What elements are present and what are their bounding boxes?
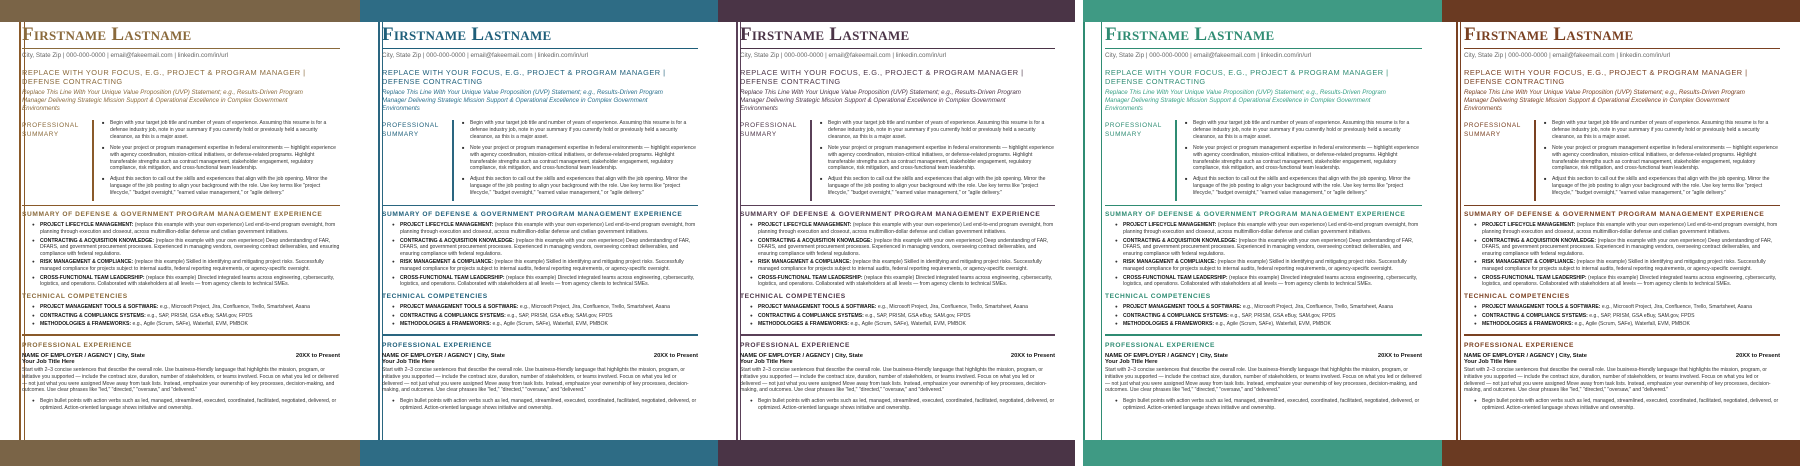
tech-label: METHODOLOGIES & FRAMEWORKS: — [40, 321, 132, 328]
top-color-band — [1442, 0, 1800, 22]
uvp-statement: Replace This Line With Your Unique Value Proposition (UVP) Statement; e.g., Results-Driven Program Manager Delivering Strategic Mission Support & Operational Excellence in Complex Government Environments — [382, 89, 663, 113]
contact-line: City, State Zip | 000-000-0000 | email@fakeemail.com | linkedin.com/in/url — [22, 52, 229, 59]
competency-item — [740, 222, 1055, 235]
competency-item — [382, 222, 698, 235]
competency-label: CROSS-FUNCTIONAL TEAM LEADERSHIP: — [758, 274, 863, 281]
job-title: Your Job Title Here — [740, 358, 793, 365]
tech-text: e.g., SAP, PRISM, GSA eBuy, SAM.gov, FPDS — [865, 312, 971, 319]
technical-title: TECHNICAL COMPETENCIES — [1105, 292, 1211, 300]
name-rule — [1464, 48, 1780, 49]
margin-line — [19, 22, 21, 440]
headline: REPLACE WITH YOUR FOCUS, E.G., PROJECT & PROGRAM MANAGER | DEFENSE CONTRACTING — [1464, 68, 1748, 86]
section-rule — [22, 205, 340, 207]
headline: REPLACE WITH YOUR FOCUS, E.G., PROJECT & PROGRAM MANAGER | DEFENSE CONTRACTING — [1105, 68, 1389, 86]
professional-summary — [22, 120, 340, 201]
top-color-band — [1083, 0, 1442, 22]
competency-text: (replace this example with your own experience) Led end-to-end program oversight, from planning through execution and closeout, across multimillion-dollar defense and civilian government initiatives. — [758, 222, 1054, 236]
tech-text: e.g., Microsoft Project, Jira, Confluence, Trello, Smartsheet, Asana — [877, 303, 1028, 310]
competency-item — [22, 259, 340, 272]
employer: NAME OF EMPLOYER / AGENCY | City, State — [1464, 352, 1587, 359]
competency-item — [382, 259, 698, 272]
competency-item — [740, 275, 1055, 288]
top-color-band — [0, 0, 360, 22]
job-title: Your Job Title Here — [22, 358, 75, 365]
competency-text: (replace this example with your own experience) Deep understanding of FAR, DFARS, and government procurement processes. Experienced in managing vendors, overseeing contract deliverables, and ensuring compliance with federal regulations. — [1482, 237, 1773, 257]
professional-summary — [740, 120, 1055, 201]
tech-item — [740, 304, 1055, 311]
competency-label: CROSS-FUNCTIONAL TEAM LEADERSHIP: — [1482, 274, 1587, 281]
summary-bullet: ■ Adjust this section to call out the skills and experiences that align with the job opening. Mirror the language of the job posting to align your background with the role. Use key terms like "project lifecycle," "budget oversight," "earned value management," or "agile delivery." — [820, 176, 1055, 197]
section-rule — [1105, 334, 1422, 336]
competency-text: (replace this example with your own experience) Deep understanding of FAR, DFARS, and government procurement processes. Experienced in managing vendors, overseeing contract deliverables, and ensuring compliance with federal regulations. — [1123, 237, 1414, 257]
competency-item — [382, 275, 698, 288]
section-rule — [1464, 205, 1780, 207]
professional-summary — [1105, 120, 1422, 201]
summary-bullet: ■ Adjust this section to call out the skills and experiences that align with the job opening. Mirror the language of the job posting to align your background with the role. Use key terms like "project lifecycle," "budget oversight," "earned value management," or "agile delivery." — [1544, 176, 1780, 197]
competency-item — [1105, 222, 1422, 235]
technical-title: TECHNICAL COMPETENCIES — [382, 292, 488, 300]
margin-line — [736, 22, 738, 440]
name-rule — [382, 48, 698, 49]
summary-bullets — [820, 120, 1055, 201]
tech-item — [1464, 313, 1780, 320]
summary-divider — [810, 120, 812, 201]
bottom-color-band — [360, 440, 718, 466]
summary-bullet: ■ Begin with your target job title and number of years of experience. Assuming this resume is for a defense industry job, note in your summary if you currently hold or previously held a security clearance, as this is a major asset. — [1544, 120, 1780, 141]
job-bullet: ● Begin bullet points with action verbs such as led, managed, streamlined, executed, coordinated, facilitated, negotiated, delivered, or optimized. Action-oriented language shows initiative and ownership. — [740, 398, 1055, 411]
tech-text: e.g., Agile (Scrum, SAFe), Waterfall, EVM, PMBOK — [1574, 321, 1690, 328]
summary-bullet: ■ Begin with your target job title and number of years of experience. Assuming this resume is for a defense industry job, note in your summary if you currently hold or previously held a security clearance, as this is a major asset. — [102, 120, 340, 141]
competency-text: (replace this example) Skilled in identifying and mitigating project risks. Successfully managed compliance for projects subject to internal audits, federal reporting requirements, or agency-specific oversight. — [1123, 259, 1407, 273]
professional-experience-title: PROFESSIONAL EXPERIENCE — [382, 341, 493, 349]
job-bullet: ● Begin bullet points with action verbs such as led, managed, streamlined, executed, coordinated, facilitated, negotiated, delivered, or optimized. Action-oriented language shows initiative and ownership. — [1105, 398, 1422, 411]
bottom-color-band — [1083, 440, 1442, 466]
summary-bullet: ■ Note your project or program management expertise in federal environments — highlight experience with agency coordination, mission-critical initiatives, or defense-related programs. Highlight transferable strengths such as contract management, stakeholder engagement, regulatory compliance, risk mitigation, and cross-functional team leadership. — [462, 145, 698, 173]
summary-label: PROFESSIONAL SUMMARY — [1464, 122, 1521, 138]
tech-text: e.g., Microsoft Project, Jira, Confluence, Trello, Smartsheet, Asana — [1601, 303, 1752, 310]
bottom-color-band — [718, 440, 1075, 466]
tech-text: e.g., Agile (Scrum, SAFe), Waterfall, EVM, PMBOK — [1215, 321, 1331, 328]
contact-line: City, State Zip | 000-000-0000 | email@fakeemail.com | linkedin.com/in/url — [1105, 52, 1312, 59]
job-title: Your Job Title Here — [1105, 358, 1158, 365]
tech-label: PROJECT MANAGEMENT TOOLS & SOFTWARE: — [1123, 303, 1242, 310]
job-dates: 20XX to Present — [295, 352, 340, 359]
competency-label: CROSS-FUNCTIONAL TEAM LEADERSHIP: — [1123, 274, 1228, 281]
competency-item — [1464, 259, 1780, 272]
competency-text: (replace this example) Skilled in identifying and mitigating project risks. Successfully managed compliance for projects subject to internal audits, federal reporting requirements, or agency-specific oversight. — [758, 259, 1042, 273]
job-dates: 20XX to Present — [1010, 352, 1055, 359]
competency-item — [1464, 222, 1780, 235]
name-rule — [1105, 48, 1422, 49]
professional-experience-title: PROFESSIONAL EXPERIENCE — [740, 341, 851, 349]
competency-item — [740, 259, 1055, 272]
job-dates: 20XX to Present — [653, 352, 698, 359]
tech-text: e.g., SAP, PRISM, GSA eBuy, SAM.gov, FPDS — [507, 312, 613, 319]
tech-label: CONTRACTING & COMPLIANCE SYSTEMS: — [40, 312, 146, 319]
tech-text: e.g., Agile (Scrum, SAFe), Waterfall, EVM, PMBOK — [492, 321, 608, 328]
summary-divider — [1175, 120, 1177, 201]
summary-label: PROFESSIONAL SUMMARY — [740, 122, 797, 138]
competency-label: PROJECT LIFECYCLE MANAGEMENT: — [400, 222, 494, 229]
technical-title: TECHNICAL COMPETENCIES — [740, 292, 846, 300]
tech-text: e.g., SAP, PRISM, GSA eBuy, SAM.gov, FPDS — [1230, 312, 1336, 319]
margin-line — [1456, 22, 1458, 440]
competency-item — [22, 275, 340, 288]
summary-bullet: ■ Note your project or program management expertise in federal environments — highlight experience with agency coordination, mission-critical initiatives, or defense-related programs. Highlight transferable strengths such as contract management, stakeholder engagement, regulatory compliance, risk mitigation, and cross-functional team leadership. — [820, 145, 1055, 173]
competency-label: CONTRACTING & ACQUISITION KNOWLEDGE: — [758, 237, 873, 244]
professional-summary — [382, 120, 698, 201]
name-rule — [740, 48, 1055, 49]
competency-item — [22, 238, 340, 258]
professional-summary — [1464, 120, 1780, 201]
competency-text: (replace this example) Directed integrated teams across engineering, cybersecurity, logistics, and operations. Collaborated with stakeholders at all levels — from agency clients to technical SMEs. — [1123, 274, 1418, 288]
summary-bullets — [1185, 120, 1422, 201]
tech-item — [22, 321, 340, 328]
section-rule — [740, 205, 1055, 207]
summary-divider — [1534, 120, 1536, 201]
resume-preview[interactable] — [718, 0, 1075, 466]
competency-text: (replace this example with your own experience) Led end-to-end program oversight, from planning through execution and closeout, across multimillion-dollar defense and civilian government initiatives. — [400, 222, 696, 236]
margin-line — [378, 22, 380, 440]
professional-experience-title: PROFESSIONAL EXPERIENCE — [1105, 341, 1216, 349]
experience-summary-title: SUMMARY OF DEFENSE & GOVERNMENT PROGRAM MANAGEMENT EXPERIENCE — [22, 211, 323, 219]
competency-text: (replace this example with your own experience) Deep understanding of FAR, DFARS, and government procurement processes. Experienced in managing vendors, overseeing contract deliverables, and ensuring compliance with federal regulations. — [40, 237, 340, 257]
summary-label: PROFESSIONAL SUMMARY — [22, 122, 79, 138]
top-color-band — [360, 0, 718, 22]
competency-label: CROSS-FUNCTIONAL TEAM LEADERSHIP: — [400, 274, 505, 281]
tech-label: METHODOLOGIES & FRAMEWORKS: — [400, 321, 492, 328]
margin-line — [1083, 22, 1085, 440]
competency-text: (replace this example) Directed integrated teams across engineering, cybersecurity, logistics, and operations. Collaborated with stakeholders at all levels — from agency clients to technical SMEs. — [40, 274, 335, 288]
job-dates: 20XX to Present — [1377, 352, 1422, 359]
tech-item — [1105, 313, 1422, 320]
summary-bullets — [1544, 120, 1780, 201]
job-bullet: ● Begin bullet points with action verbs such as led, managed, streamlined, executed, coordinated, facilitated, negotiated, delivered, or optimized. Action-oriented language shows initiative and ownership. — [1464, 398, 1780, 411]
tech-item — [382, 304, 698, 311]
tech-item — [1105, 304, 1422, 311]
margin-line — [1101, 22, 1102, 440]
resume-preview[interactable] — [1083, 0, 1442, 466]
headline: REPLACE WITH YOUR FOCUS, E.G., PROJECT & PROGRAM MANAGER | DEFENSE CONTRACTING — [740, 68, 1024, 86]
competency-label: RISK MANAGEMENT & COMPLIANCE: — [1482, 259, 1576, 266]
summary-bullet: ■ Adjust this section to call out the skills and experiences that align with the job opening. Mirror the language of the job posting to align your background with the role. Use key terms like "project lifecycle," "budget oversight," "earned value management," or "agile delivery." — [102, 176, 340, 197]
tech-text: e.g., Agile (Scrum, SAFe), Waterfall, EVM, PMBOK — [850, 321, 966, 328]
candidate-name: Firstname Lastname — [382, 24, 552, 45]
tech-text: e.g., SAP, PRISM, GSA eBuy, SAM.gov, FPDS — [1589, 312, 1695, 319]
competency-item — [382, 238, 698, 258]
tech-label: CONTRACTING & COMPLIANCE SYSTEMS: — [1123, 312, 1229, 319]
job-title: Your Job Title Here — [1464, 358, 1517, 365]
summary-bullet: ■ Note your project or program management expertise in federal environments — highlight experience with agency coordination, mission-critical initiatives, or defense-related programs. Highlight transferable strengths such as contract management, stakeholder engagement, regulatory compliance, risk mitigation, and cross-functional team leadership. — [1185, 145, 1422, 173]
candidate-name: Firstname Lastname — [1464, 24, 1634, 45]
section-rule — [382, 205, 698, 207]
competency-label: CONTRACTING & ACQUISITION KNOWLEDGE: — [40, 237, 155, 244]
job-bullet: ● Begin bullet points with action verbs such as led, managed, streamlined, executed, coordinated, facilitated, negotiated, delivered, or optimized. Action-oriented language shows initiative and ownership. — [22, 398, 340, 411]
employer: NAME OF EMPLOYER / AGENCY | City, State — [1105, 352, 1228, 359]
candidate-name: Firstname Lastname — [22, 24, 192, 45]
employer: NAME OF EMPLOYER / AGENCY | City, State — [382, 352, 505, 359]
tech-item — [1464, 321, 1780, 328]
job-description: Start with 2–3 concise sentences that describe the overall role. Use business-friendly language that highlights the mission, program, or initiative you supported — include the contract size, duration, number of stakeholders, or teams involved. Focus on what you led or delivered — not just what you were assigned Move away from task lists. Instead, emphasize your ownership of key processes, decision-making, and outcomes. Use clear phrases like "led," "directed," "oversaw," and "delivered." — [22, 366, 339, 394]
job-description: Start with 2–3 concise sentences that describe the overall role. Use business-friendly language that highlights the mission, program, or initiative you supported — include the contract size, duration, number of stakeholders, or teams involved. Focus on what you led or delivered — not just what you were assigned Move away from task lists. Instead, emphasize your ownership of key processes, decision-making, and outcomes. Use clear phrases like "led," "directed," "oversaw," and "delivered." — [382, 366, 689, 394]
experience-summary-title: SUMMARY OF DEFENSE & GOVERNMENT PROGRAM MANAGEMENT EXPERIENCE — [740, 211, 1041, 219]
tech-item — [740, 321, 1055, 328]
uvp-statement: Replace This Line With Your Unique Value Proposition (UVP) Statement; e.g., Results-Driven Program Manager Delivering Strategic Mission Support & Operational Excellence in Complex Government Environments — [22, 89, 303, 113]
bottom-color-band — [1442, 440, 1800, 466]
summary-bullet: ■ Note your project or program management expertise in federal environments — highlight experience with agency coordination, mission-critical initiatives, or defense-related programs. Highlight transferable strengths such as contract management, stakeholder engagement, regulatory compliance, risk mitigation, and cross-functional team leadership. — [1544, 145, 1780, 173]
job-description: Start with 2–3 concise sentences that describe the overall role. Use business-friendly language that highlights the mission, program, or initiative you supported — include the contract size, duration, number of stakeholders, or teams involved. Focus on what you led or delivered — not just what you were assigned Move away from task lists. Instead, emphasize your ownership of key processes, decision-making, and outcomes. Use clear phrases like "led," "directed," "oversaw," and "delivered." — [1464, 366, 1771, 394]
section-rule — [1105, 205, 1422, 207]
tech-label: CONTRACTING & COMPLIANCE SYSTEMS: — [758, 312, 864, 319]
competency-item — [1105, 275, 1422, 288]
professional-experience-title: PROFESSIONAL EXPERIENCE — [22, 341, 133, 349]
competency-label: PROJECT LIFECYCLE MANAGEMENT: — [40, 222, 134, 229]
competency-text: (replace this example) Directed integrated teams across engineering, cybersecurity, logistics, and operations. Collaborated with stakeholders at all levels — from agency clients to technical SMEs. — [758, 274, 1053, 288]
experience-summary-title: SUMMARY OF DEFENSE & GOVERNMENT PROGRAM MANAGEMENT EXPERIENCE — [1105, 211, 1406, 219]
tech-text: e.g., Microsoft Project, Jira, Confluence, Trello, Smartsheet, Asana — [159, 303, 310, 310]
competency-label: CONTRACTING & ACQUISITION KNOWLEDGE: — [400, 237, 515, 244]
competency-text: (replace this example with your own experience) Deep understanding of FAR, DFARS, and government procurement processes. Experienced in managing vendors, overseeing contract deliverables, and ensuring compliance with federal regulations. — [758, 237, 1049, 257]
technical-title: TECHNICAL COMPETENCIES — [1464, 292, 1570, 300]
tech-label: METHODOLOGIES & FRAMEWORKS: — [758, 321, 850, 328]
resume-preview[interactable] — [0, 0, 360, 466]
competency-text: (replace this example with your own experience) Led end-to-end program oversight, from planning through execution and closeout, across multimillion-dollar defense and civilian government initiatives. — [1482, 222, 1778, 236]
tech-item — [22, 304, 340, 311]
top-color-band — [718, 0, 1075, 22]
job-dates: 20XX to Present — [1735, 352, 1780, 359]
experience-summary-title: SUMMARY OF DEFENSE & GOVERNMENT PROGRAM MANAGEMENT EXPERIENCE — [1464, 211, 1765, 219]
tech-label: PROJECT MANAGEMENT TOOLS & SOFTWARE: — [40, 303, 159, 310]
headline: REPLACE WITH YOUR FOCUS, E.G., PROJECT & PROGRAM MANAGER | DEFENSE CONTRACTING — [22, 68, 306, 86]
competency-label: CONTRACTING & ACQUISITION KNOWLEDGE: — [1123, 237, 1238, 244]
competency-label: RISK MANAGEMENT & COMPLIANCE: — [40, 259, 134, 266]
tech-item — [740, 313, 1055, 320]
summary-bullet: ■ Adjust this section to call out the skills and experiences that align with the job opening. Mirror the language of the job posting to align your background with the role. Use key terms like "project lifecycle," "budget oversight," "earned value management," or "agile delivery." — [1185, 176, 1422, 197]
resume-content — [1464, 24, 1780, 413]
summary-bullet: ■ Note your project or program management expertise in federal environments — highlight experience with agency coordination, mission-critical initiatives, or defense-related programs. Highlight transferable strengths such as contract management, stakeholder engagement, regulatory compliance, risk mitigation, and cross-functional team leadership. — [102, 145, 340, 173]
resume-content — [382, 24, 698, 413]
technical-title: TECHNICAL COMPETENCIES — [22, 292, 128, 300]
competency-text: (replace this example) Directed integrated teams across engineering, cybersecurity, logistics, and operations. Collaborated with stakeholders at all levels — from agency clients to technical SMEs. — [400, 274, 695, 288]
resume-content — [740, 24, 1055, 413]
competency-text: (replace this example with your own experience) Led end-to-end program oversight, from planning through execution and closeout, across multimillion-dollar defense and civilian government initiatives. — [1123, 222, 1419, 236]
resume-preview[interactable] — [360, 0, 718, 466]
resume-content — [22, 24, 340, 413]
resume-content — [1105, 24, 1422, 413]
uvp-statement: Replace This Line With Your Unique Value Proposition (UVP) Statement; e.g., Results-Driven Program Manager Delivering Strategic Mission Support & Operational Excellence in Complex Government Environments — [740, 89, 1021, 113]
summary-bullet: ■ Begin with your target job title and number of years of experience. Assuming this resume is for a defense industry job, note in your summary if you currently hold or previously held a security clearance, as this is a major asset. — [820, 120, 1055, 141]
tech-item — [1105, 321, 1422, 328]
competency-item — [740, 238, 1055, 258]
contact-line: City, State Zip | 000-000-0000 | email@fakeemail.com | linkedin.com/in/url — [382, 52, 589, 59]
professional-experience-title: PROFESSIONAL EXPERIENCE — [1464, 341, 1575, 349]
uvp-statement: Replace This Line With Your Unique Value Proposition (UVP) Statement; e.g., Results-Driven Program Manager Delivering Strategic Mission Support & Operational Excellence in Complex Government Environments — [1464, 89, 1745, 113]
tech-text: e.g., Microsoft Project, Jira, Confluence, Trello, Smartsheet, Asana — [1242, 303, 1393, 310]
candidate-name: Firstname Lastname — [1105, 24, 1275, 45]
tech-label: PROJECT MANAGEMENT TOOLS & SOFTWARE: — [400, 303, 519, 310]
competency-item — [1105, 259, 1422, 272]
tech-item — [382, 313, 698, 320]
section-rule — [740, 334, 1055, 336]
competency-label: PROJECT LIFECYCLE MANAGEMENT: — [1482, 222, 1576, 229]
competency-label: CONTRACTING & ACQUISITION KNOWLEDGE: — [1482, 237, 1597, 244]
competency-text: (replace this example) Skilled in identifying and mitigating project risks. Successfully managed compliance for projects subject to internal audits, federal reporting requirements, or agency-specific oversight. — [40, 259, 324, 273]
competency-item — [1464, 275, 1780, 288]
competency-label: RISK MANAGEMENT & COMPLIANCE: — [1123, 259, 1217, 266]
summary-bullets — [462, 120, 698, 201]
section-rule — [22, 334, 340, 336]
tech-text: e.g., Agile (Scrum, SAFe), Waterfall, EVM, PMBOK — [132, 321, 248, 328]
tech-item — [382, 321, 698, 328]
summary-bullets — [102, 120, 340, 201]
competency-label: PROJECT LIFECYCLE MANAGEMENT: — [1123, 222, 1217, 229]
competency-item — [1105, 238, 1422, 258]
competency-label: RISK MANAGEMENT & COMPLIANCE: — [400, 259, 494, 266]
resume-preview[interactable] — [1442, 0, 1800, 466]
job-description: Start with 2–3 concise sentences that describe the overall role. Use business-friendly language that highlights the mission, program, or initiative you supported — include the contract size, duration, number of stakeholders, or teams involved. Focus on what you led or delivered — not just what you were assigned Move away from task lists. Instead, emphasize your ownership of key processes, decision-making, and outcomes. Use clear phrases like "led," "directed," "oversaw," and "delivered." — [740, 366, 1047, 394]
candidate-name: Firstname Lastname — [740, 24, 910, 45]
contact-line: City, State Zip | 000-000-0000 | email@fakeemail.com | linkedin.com/in/url — [1464, 52, 1671, 59]
tech-label: METHODOLOGIES & FRAMEWORKS: — [1482, 321, 1574, 328]
tech-label: CONTRACTING & COMPLIANCE SYSTEMS: — [1482, 312, 1588, 319]
headline: REPLACE WITH YOUR FOCUS, E.G., PROJECT & PROGRAM MANAGER | DEFENSE CONTRACTING — [382, 68, 666, 86]
job-title: Your Job Title Here — [382, 358, 435, 365]
summary-bullet: ■ Begin with your target job title and number of years of experience. Assuming this resume is for a defense industry job, note in your summary if you currently hold or previously held a security clearance, as this is a major asset. — [1185, 120, 1422, 141]
summary-bullet: ■ Adjust this section to call out the skills and experiences that align with the job opening. Mirror the language of the job posting to align your background with the role. Use key terms like "project lifecycle," "budget oversight," "earned value management," or "agile delivery." — [462, 176, 698, 197]
tech-text: e.g., Microsoft Project, Jira, Confluence, Trello, Smartsheet, Asana — [519, 303, 670, 310]
competency-text: (replace this example) Skilled in identifying and mitigating project risks. Successfully managed compliance for projects subject to internal audits, federal reporting requirements, or agency-specific oversight. — [1482, 259, 1766, 273]
contact-line: City, State Zip | 000-000-0000 | email@fakeemail.com | linkedin.com/in/url — [740, 52, 947, 59]
summary-divider — [452, 120, 454, 201]
margin-line — [1460, 22, 1461, 440]
section-rule — [382, 334, 698, 336]
competency-item — [1464, 238, 1780, 258]
competency-label: PROJECT LIFECYCLE MANAGEMENT: — [758, 222, 852, 229]
competency-text: (replace this example with your own experience) Deep understanding of FAR, DFARS, and government procurement processes. Experienced in managing vendors, overseeing contract deliverables, and ensuring compliance with federal regulations. — [400, 237, 691, 257]
competency-label: RISK MANAGEMENT & COMPLIANCE: — [758, 259, 852, 266]
tech-text: e.g., SAP, PRISM, GSA eBuy, SAM.gov, FPDS — [147, 312, 253, 319]
section-rule — [1464, 334, 1780, 336]
tech-label: PROJECT MANAGEMENT TOOLS & SOFTWARE: — [758, 303, 877, 310]
job-bullet: ● Begin bullet points with action verbs such as led, managed, streamlined, executed, coordinated, facilitated, negotiated, delivered, or optimized. Action-oriented language shows initiative and ownership. — [382, 398, 698, 411]
employer: NAME OF EMPLOYER / AGENCY | City, State — [22, 352, 145, 359]
summary-bullet: ■ Begin with your target job title and number of years of experience. Assuming this resume is for a defense industry job, note in your summary if you currently hold or previously held a security clearance, as this is a major asset. — [462, 120, 698, 141]
summary-label: PROFESSIONAL SUMMARY — [1105, 122, 1162, 138]
tech-item — [1464, 304, 1780, 311]
tech-label: METHODOLOGIES & FRAMEWORKS: — [1123, 321, 1215, 328]
competency-label: CROSS-FUNCTIONAL TEAM LEADERSHIP: — [40, 274, 145, 281]
tech-item — [22, 313, 340, 320]
experience-summary-title: SUMMARY OF DEFENSE & GOVERNMENT PROGRAM MANAGEMENT EXPERIENCE — [382, 211, 683, 219]
name-rule — [22, 48, 340, 49]
uvp-statement: Replace This Line With Your Unique Value Proposition (UVP) Statement; e.g., Results-Driven Program Manager Delivering Strategic Mission Support & Operational Excellence in Complex Government Environments — [1105, 89, 1386, 113]
competency-text: (replace this example) Directed integrated teams across engineering, cybersecurity, logistics, and operations. Collaborated with stakeholders at all levels — from agency clients to technical SMEs. — [1482, 274, 1777, 288]
tech-label: PROJECT MANAGEMENT TOOLS & SOFTWARE: — [1482, 303, 1601, 310]
bottom-color-band — [0, 440, 360, 466]
employer: NAME OF EMPLOYER / AGENCY | City, State — [740, 352, 863, 359]
competency-text: (replace this example with your own experience) Led end-to-end program oversight, from planning through execution and closeout, across multimillion-dollar defense and civilian government initiatives. — [40, 222, 336, 236]
competency-item — [22, 222, 340, 235]
tech-label: CONTRACTING & COMPLIANCE SYSTEMS: — [400, 312, 506, 319]
job-description: Start with 2–3 concise sentences that describe the overall role. Use business-friendly language that highlights the mission, program, or initiative you supported — include the contract size, duration, number of stakeholders, or teams involved. Focus on what you led or delivered — not just what you were assigned Move away from task lists. Instead, emphasize your ownership of key processes, decision-making, and outcomes. Use clear phrases like "led," "directed," "oversaw," and "delivered." — [1105, 366, 1422, 394]
summary-label: PROFESSIONAL SUMMARY — [382, 122, 439, 138]
competency-text: (replace this example) Skilled in identifying and mitigating project risks. Successfully managed compliance for projects subject to internal audits, federal reporting requirements, or agency-specific oversight. — [400, 259, 684, 273]
summary-divider — [92, 120, 94, 201]
